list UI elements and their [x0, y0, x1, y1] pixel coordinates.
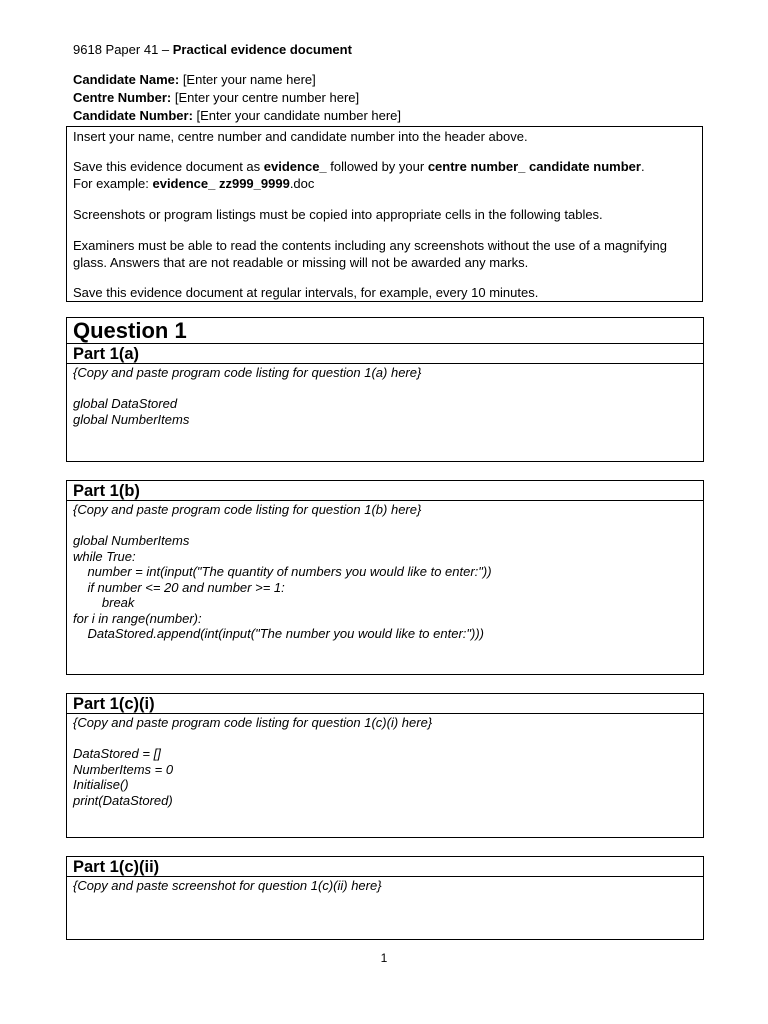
part-1cii-table — [66, 856, 704, 940]
code-line: global DataStored — [73, 396, 178, 411]
instruction-readable: Examiners must be able to read the contents including any screenshots without the use of a magnifying glass. Answers that are not readable or missing will not be awarded any marks. — [73, 238, 668, 270]
document-title: Practical evidence document — [172, 42, 352, 57]
part-1a-prompt: {Copy and paste program code listing for question 1(a) here} — [73, 365, 422, 380]
part-1b-blank-line — [73, 518, 697, 534]
part-1b-prompt: {Copy and paste program code listing for question 1(b) here} — [73, 502, 422, 517]
candidate-number-label: Candidate Number: — [73, 108, 193, 123]
candidate-number-value[interactable]: [Enter your candidate number here] — [192, 108, 402, 123]
code-line: print(DataStored) — [73, 792, 173, 808]
instruction-text: For example: — [73, 176, 153, 191]
part-1ci-table — [66, 693, 704, 838]
code-line: DataStored = [] — [73, 746, 161, 761]
page-number: 1 — [380, 951, 388, 965]
part-1cii-prompt: {Copy and paste screenshot for question 1(c)(ii) here} — [73, 878, 382, 893]
paper-code: 9618 Paper 41 – — [73, 42, 173, 57]
code-line: if number <= 20 and number >= 1: — [73, 579, 285, 595]
instruction-bold: centre number_ candidate number — [427, 159, 641, 174]
instruction-header: Insert your name, centre number and candidate number into the header above. — [73, 129, 528, 144]
question-1-title: Question 1 — [67, 318, 703, 344]
part-1a-blank-line — [73, 381, 697, 397]
part-1cii-answer-cell[interactable] — [67, 877, 703, 894]
code-line: break — [73, 595, 135, 610]
code-line: global NumberItems — [73, 411, 190, 427]
part-1ci-prompt: {Copy and paste program code listing for question 1(c)(i) here} — [73, 715, 433, 730]
centre-number-line — [73, 89, 359, 107]
part-1ci-answer-cell[interactable] — [67, 714, 703, 808]
instruction-save-regularly: Save this evidence document at regular intervals, for example, every 10 minutes. — [73, 285, 539, 300]
code-line: for i in range(number): — [73, 610, 202, 626]
part-1b-title: Part 1(b) — [67, 481, 703, 501]
instruction-text: Save this evidence document as — [73, 159, 264, 174]
instruction-text: . — [640, 159, 645, 174]
part-1a-title: Part 1(a) — [67, 344, 703, 364]
part-1ci-title: Part 1(c)(i) — [67, 694, 703, 714]
candidate-number-line — [73, 107, 401, 125]
code-line: number = int(input("The quantity of numbers you would like to enter:")) — [73, 564, 492, 579]
instructions-box — [66, 126, 703, 302]
code-line: while True: — [73, 548, 136, 564]
instruction-save-name — [73, 158, 698, 192]
page-header — [73, 42, 352, 57]
code-line: global NumberItems — [73, 533, 190, 548]
part-1ci-blank-line — [73, 731, 697, 747]
candidate-name-value[interactable]: [Enter your name here] — [179, 72, 316, 87]
example-filename: evidence_ zz999_9999 — [152, 176, 290, 191]
candidate-name-label: Candidate Name: — [73, 72, 180, 87]
centre-number-label: Centre Number: — [73, 90, 172, 105]
part-1b-table — [66, 480, 704, 675]
part-1a-answer-cell[interactable] — [67, 364, 703, 427]
centre-number-value[interactable]: [Enter your centre number here] — [171, 90, 360, 105]
code-line: Initialise() — [73, 777, 129, 792]
instruction-text: .doc — [289, 176, 315, 191]
instruction-bold: evidence_ — [263, 159, 327, 174]
code-line: NumberItems = 0 — [73, 761, 174, 777]
part-1b-answer-cell[interactable] — [67, 501, 703, 642]
question-1-part-a-table — [66, 317, 704, 462]
instruction-text: followed by your — [326, 159, 428, 174]
part-1cii-title: Part 1(c)(ii) — [67, 857, 703, 877]
instruction-screenshots: Screenshots or program listings must be copied into appropriate cells in the following tables. — [73, 207, 603, 222]
code-line: DataStored.append(int(input("The number you would like to enter:"))) — [73, 626, 484, 641]
candidate-name-line — [73, 71, 316, 89]
